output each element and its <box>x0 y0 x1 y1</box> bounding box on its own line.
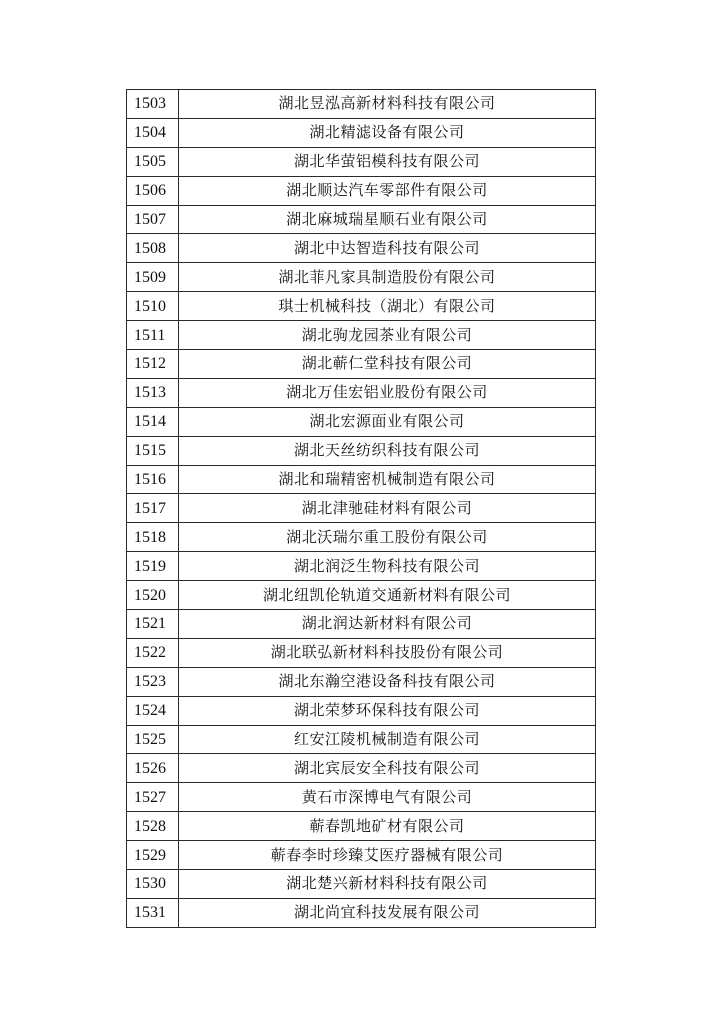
row-number-cell: 1510 <box>127 292 179 321</box>
company-name-cell: 湖北楚兴新材料科技有限公司 <box>179 870 596 899</box>
table-row <box>127 350 596 379</box>
company-name-cell: 湖北荣梦环保科技有限公司 <box>179 696 596 725</box>
table-row <box>127 292 596 321</box>
table-row <box>127 378 596 407</box>
company-name-cell: 湖北和瑞精密机械制造有限公司 <box>179 465 596 494</box>
row-number-cell: 1518 <box>127 523 179 552</box>
table-row <box>127 725 596 754</box>
row-number-cell: 1511 <box>127 321 179 350</box>
row-number-cell: 1517 <box>127 494 179 523</box>
company-table-body <box>127 90 596 928</box>
company-name-cell: 湖北联弘新材料科技股份有限公司 <box>179 638 596 667</box>
row-number-cell: 1506 <box>127 176 179 205</box>
company-name-cell: 湖北津驰硅材料有限公司 <box>179 494 596 523</box>
company-name-cell: 湖北驹龙园茶业有限公司 <box>179 321 596 350</box>
table-row <box>127 696 596 725</box>
row-number-cell: 1526 <box>127 754 179 783</box>
table-row <box>127 407 596 436</box>
table-row <box>127 610 596 639</box>
row-number-cell: 1524 <box>127 696 179 725</box>
company-name-cell: 琪士机械科技（湖北）有限公司 <box>179 292 596 321</box>
row-number-cell: 1520 <box>127 581 179 610</box>
company-name-cell: 湖北沃瑞尔重工股份有限公司 <box>179 523 596 552</box>
table-row <box>127 147 596 176</box>
company-name-cell: 湖北润泛生物科技有限公司 <box>179 552 596 581</box>
table-row <box>127 205 596 234</box>
company-name-cell: 湖北华萤铝模科技有限公司 <box>179 147 596 176</box>
table-row <box>127 234 596 263</box>
company-name-cell: 湖北昱泓高新材料科技有限公司 <box>179 90 596 119</box>
company-name-cell: 黄石市深博电气有限公司 <box>179 783 596 812</box>
row-number-cell: 1531 <box>127 898 179 927</box>
company-name-cell: 湖北纽凯伦轨道交通新材料有限公司 <box>179 581 596 610</box>
row-number-cell: 1508 <box>127 234 179 263</box>
company-name-cell: 湖北蕲仁堂科技有限公司 <box>179 350 596 379</box>
table-row <box>127 176 596 205</box>
row-number-cell: 1530 <box>127 870 179 899</box>
row-number-cell: 1522 <box>127 638 179 667</box>
company-name-cell: 湖北宾辰安全科技有限公司 <box>179 754 596 783</box>
table-row <box>127 494 596 523</box>
table-row <box>127 812 596 841</box>
table-row <box>127 552 596 581</box>
row-number-cell: 1527 <box>127 783 179 812</box>
company-name-cell: 湖北宏源面业有限公司 <box>179 407 596 436</box>
row-number-cell: 1507 <box>127 205 179 234</box>
table-row <box>127 465 596 494</box>
row-number-cell: 1525 <box>127 725 179 754</box>
company-name-cell: 湖北尚宜科技发展有限公司 <box>179 898 596 927</box>
row-number-cell: 1509 <box>127 263 179 292</box>
table-row <box>127 321 596 350</box>
table-row <box>127 783 596 812</box>
company-name-cell: 湖北东瀚空港设备科技有限公司 <box>179 667 596 696</box>
table-row <box>127 898 596 927</box>
company-name-cell: 湖北天丝纺织科技有限公司 <box>179 436 596 465</box>
table-row <box>127 523 596 552</box>
company-name-cell: 湖北中达智造科技有限公司 <box>179 234 596 263</box>
company-name-cell: 湖北菲凡家具制造股份有限公司 <box>179 263 596 292</box>
row-number-cell: 1516 <box>127 465 179 494</box>
company-name-cell: 湖北麻城瑞星顺石业有限公司 <box>179 205 596 234</box>
company-name-cell: 红安江陵机械制造有限公司 <box>179 725 596 754</box>
company-name-cell: 湖北润达新材料有限公司 <box>179 610 596 639</box>
company-table <box>126 89 596 928</box>
row-number-cell: 1505 <box>127 147 179 176</box>
company-name-cell: 湖北精滤设备有限公司 <box>179 118 596 147</box>
table-row <box>127 667 596 696</box>
table-row <box>127 436 596 465</box>
table-row <box>127 90 596 119</box>
row-number-cell: 1521 <box>127 610 179 639</box>
row-number-cell: 1528 <box>127 812 179 841</box>
row-number-cell: 1515 <box>127 436 179 465</box>
table-row <box>127 841 596 870</box>
table-row <box>127 870 596 899</box>
row-number-cell: 1503 <box>127 90 179 119</box>
company-name-cell: 湖北顺达汽车零部件有限公司 <box>179 176 596 205</box>
table-row <box>127 754 596 783</box>
row-number-cell: 1523 <box>127 667 179 696</box>
table-row <box>127 581 596 610</box>
row-number-cell: 1514 <box>127 407 179 436</box>
row-number-cell: 1529 <box>127 841 179 870</box>
table-row <box>127 638 596 667</box>
company-name-cell: 蕲春凯地矿材有限公司 <box>179 812 596 841</box>
row-number-cell: 1519 <box>127 552 179 581</box>
table-row <box>127 263 596 292</box>
company-name-cell: 湖北万佳宏铝业股份有限公司 <box>179 378 596 407</box>
table-row <box>127 118 596 147</box>
company-name-cell: 蕲春李时珍臻艾医疗器械有限公司 <box>179 841 596 870</box>
row-number-cell: 1513 <box>127 378 179 407</box>
row-number-cell: 1512 <box>127 350 179 379</box>
row-number-cell: 1504 <box>127 118 179 147</box>
